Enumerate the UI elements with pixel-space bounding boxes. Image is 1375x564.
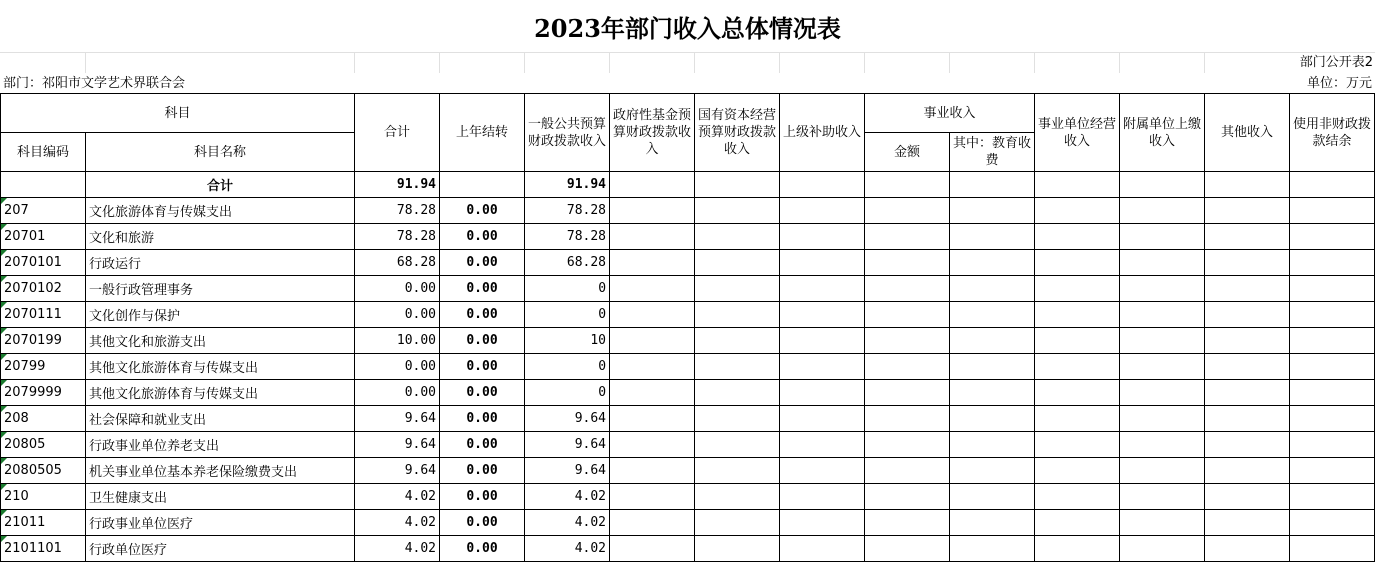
total-value: 9.64: [355, 432, 440, 458]
empty-cell: [1120, 406, 1205, 432]
carryover-value: 0.00: [440, 380, 525, 406]
carryover-value: 0.00: [440, 458, 525, 484]
empty-cell: [1035, 354, 1120, 380]
subject-code-cell: [1, 302, 86, 328]
empty-cell: [695, 406, 780, 432]
empty-cell: [695, 198, 780, 224]
empty-cell: [1290, 536, 1375, 562]
subject-code-cell: [1, 198, 86, 224]
table-row: [1, 510, 1375, 536]
empty-cell: [865, 484, 950, 510]
empty-cell: [1205, 250, 1290, 276]
table-row: [1, 224, 1375, 250]
general-budget-value: 0: [525, 354, 610, 380]
total-row: [1, 172, 1375, 198]
empty-cell: [695, 432, 780, 458]
empty-cell: [695, 276, 780, 302]
empty-cell: [780, 328, 865, 354]
subject-name: 行政事业单位养老支出: [86, 432, 355, 458]
total-value: 0.00: [355, 380, 440, 406]
grid-cell: [0, 53, 86, 73]
subject-code: 21011: [4, 515, 46, 530]
subject-name: 文化旅游体育与传媒支出: [86, 198, 355, 224]
empty-cell: [780, 458, 865, 484]
header-general-budget: 一般公共预算财政拨款收入: [525, 94, 610, 172]
empty-cell: [865, 510, 950, 536]
subject-name: 一般行政管理事务: [86, 276, 355, 302]
general-budget-value: 0: [525, 276, 610, 302]
subject-name: 卫生健康支出: [86, 484, 355, 510]
empty-cell: [1205, 406, 1290, 432]
carryover-value: 0.00: [440, 354, 525, 380]
carryover-value: 0.00: [440, 276, 525, 302]
empty-cell: [1290, 484, 1375, 510]
subject-code-cell: [1, 432, 86, 458]
subject-code: 20799: [4, 359, 46, 374]
empty-cell: [950, 510, 1035, 536]
grid-cell: [1035, 53, 1120, 73]
empty-cell: [695, 224, 780, 250]
empty-cell: [610, 380, 695, 406]
empty-cell: [865, 536, 950, 562]
empty-cell: [1205, 354, 1290, 380]
empty-cell: [1290, 224, 1375, 250]
empty-cell: [1120, 250, 1205, 276]
empty-cell: [780, 432, 865, 458]
total-value: 10.00: [355, 328, 440, 354]
empty-cell: [695, 380, 780, 406]
empty-cell: [950, 302, 1035, 328]
empty-cell: [1035, 536, 1120, 562]
header-subject-code: 科目编码: [1, 133, 86, 172]
empty-cell: [1290, 406, 1375, 432]
cell-marker-icon: [1, 198, 7, 204]
empty-cell: [950, 432, 1035, 458]
general-budget-value: 4.02: [525, 536, 610, 562]
grid-cell: [695, 53, 780, 73]
subject-code: 2079999: [4, 385, 62, 400]
empty-cell: [1035, 458, 1120, 484]
subject-code: 2080505: [4, 463, 62, 478]
total-carryover: [440, 172, 525, 198]
empty-cell: [780, 510, 865, 536]
empty-cell: [610, 354, 695, 380]
empty-cell: [950, 276, 1035, 302]
grid-cell: [440, 53, 525, 73]
carryover-value: 0.00: [440, 484, 525, 510]
grid-cell: [86, 53, 355, 73]
subject-code-cell: [1, 458, 86, 484]
cell-marker-icon: [1, 510, 7, 516]
general-budget-value: 9.64: [525, 406, 610, 432]
subject-code-cell: [1, 380, 86, 406]
subject-name: 机关事业单位基本养老保险缴费支出: [86, 458, 355, 484]
empty-cell: [1205, 380, 1290, 406]
empty-cell: [1120, 328, 1205, 354]
empty-cell: [695, 536, 780, 562]
empty-cell: [865, 354, 950, 380]
empty-cell: [1035, 172, 1120, 198]
subject-code: 2070199: [4, 333, 62, 348]
empty-cell: [950, 536, 1035, 562]
cell-marker-icon: [1, 380, 7, 386]
table-row: [1, 432, 1375, 458]
header-amount: 金额: [865, 133, 950, 172]
empty-cell: [780, 276, 865, 302]
subject-code: 2101101: [4, 541, 62, 556]
empty-cell: [695, 302, 780, 328]
empty-cell: [865, 198, 950, 224]
empty-cell: [1205, 536, 1290, 562]
table-row: [1, 380, 1375, 406]
subject-code-cell: [1, 406, 86, 432]
empty-cell: [865, 276, 950, 302]
grid-cell: [865, 53, 950, 73]
header-subject-name: 科目名称: [86, 133, 355, 172]
empty-cell: [865, 380, 950, 406]
total-value: 68.28: [355, 250, 440, 276]
total-general: 91.94: [525, 172, 610, 198]
carryover-value: 0.00: [440, 510, 525, 536]
subject-code: 20805: [4, 437, 46, 452]
subject-name: 其他文化旅游体育与传媒支出: [86, 380, 355, 406]
general-budget-value: 68.28: [525, 250, 610, 276]
empty-cell: [695, 458, 780, 484]
empty-cell: [1035, 380, 1120, 406]
empty-cell: [865, 224, 950, 250]
subject-name: 文化创作与保护: [86, 302, 355, 328]
total-value: 4.02: [355, 510, 440, 536]
empty-cell: [780, 302, 865, 328]
general-budget-value: 78.28: [525, 198, 610, 224]
subject-code-cell: [1, 484, 86, 510]
empty-cell: [1120, 432, 1205, 458]
cell-marker-icon: [1, 484, 7, 490]
empty-cell: [950, 250, 1035, 276]
subject-code-cell: [1, 536, 86, 562]
carryover-value: 0.00: [440, 198, 525, 224]
total-value: 0.00: [355, 276, 440, 302]
unit-label: 单位：万元: [1306, 76, 1372, 91]
header-business-income: 事业收入: [865, 94, 1035, 133]
cell-marker-icon: [1, 276, 7, 282]
empty-cell: [950, 224, 1035, 250]
grid-cell: [1120, 53, 1205, 73]
empty-cell: [1290, 328, 1375, 354]
empty-cell: [610, 224, 695, 250]
subject-code: 2070111: [4, 307, 62, 322]
cell-marker-icon: [1, 406, 7, 412]
empty-cell: [950, 458, 1035, 484]
empty-cell: [1120, 224, 1205, 250]
empty-cell: [1120, 380, 1205, 406]
header-other: 其他收入: [1205, 94, 1290, 172]
table-row: [1, 458, 1375, 484]
subject-code: 20701: [4, 229, 46, 244]
total-value: 0.00: [355, 354, 440, 380]
empty-cell: [950, 406, 1035, 432]
empty-cell: [1120, 536, 1205, 562]
table-row: [1, 406, 1375, 432]
grid-cell: [355, 53, 440, 73]
cell-marker-icon: [1, 458, 7, 464]
total-value: 4.02: [355, 484, 440, 510]
subject-name: 行政运行: [86, 250, 355, 276]
header-subject: 科目: [1, 94, 355, 133]
empty-cell: [780, 536, 865, 562]
table-row: [1, 536, 1375, 562]
empty-cell: [1290, 276, 1375, 302]
cell-marker-icon: [1, 224, 7, 230]
empty-cell: [1205, 510, 1290, 536]
empty-cell: [1035, 250, 1120, 276]
subject-code: 2070101: [4, 255, 62, 270]
empty-cell: [1120, 172, 1205, 198]
subject-code: 207: [4, 203, 29, 218]
empty-cell: [1205, 328, 1290, 354]
grid-cell: [950, 53, 1035, 73]
header-unit-operation: 事业单位经营收入: [1035, 94, 1120, 172]
empty-cell: [865, 250, 950, 276]
empty-cell: [1205, 302, 1290, 328]
header-state-capital: 国有资本经营预算财政拨款收入: [695, 94, 780, 172]
empty-cell: [695, 354, 780, 380]
table-row: [1, 484, 1375, 510]
empty-cell: [950, 328, 1035, 354]
carryover-value: 0.00: [440, 328, 525, 354]
header-total: 合计: [355, 94, 440, 172]
cell-marker-icon: [1, 432, 7, 438]
empty-cell: [1205, 458, 1290, 484]
empty-cell: [1035, 328, 1120, 354]
empty-cell: [865, 302, 950, 328]
subject-code: 210: [4, 489, 29, 504]
empty-cell: [610, 458, 695, 484]
empty-cell: [1290, 510, 1375, 536]
empty-cell: [1035, 198, 1120, 224]
grid-cell: [610, 53, 695, 73]
empty-cell: [1120, 354, 1205, 380]
carryover-value: 0.00: [440, 302, 525, 328]
total-value: 9.64: [355, 458, 440, 484]
empty-cell: [1120, 276, 1205, 302]
empty-cell: [865, 458, 950, 484]
empty-cell: [610, 406, 695, 432]
empty-cell: [1290, 302, 1375, 328]
table-row: [1, 328, 1375, 354]
empty-cell: [610, 536, 695, 562]
empty-cell: [865, 432, 950, 458]
cell-marker-icon: [1, 250, 7, 256]
header-superior-subsidy: 上级补助收入: [780, 94, 865, 172]
carryover-value: 0.00: [440, 250, 525, 276]
empty-cell: [1120, 198, 1205, 224]
carryover-value: 0.00: [440, 536, 525, 562]
header-affiliated: 附属单位上缴收入: [1120, 94, 1205, 172]
report-title: 2023年部门收入总体情况表: [0, 0, 1375, 53]
total-code-cell: [1, 172, 86, 198]
empty-cell: [950, 354, 1035, 380]
cell-marker-icon: [1, 354, 7, 360]
empty-cell: [865, 172, 950, 198]
total-label: 合计: [86, 172, 355, 198]
subject-code-cell: [1, 354, 86, 380]
empty-cell: [695, 510, 780, 536]
subject-name: 文化和旅游: [86, 224, 355, 250]
table-row: [1, 276, 1375, 302]
empty-cell: [610, 198, 695, 224]
empty-cell: [610, 250, 695, 276]
subject-name: 行政单位医疗: [86, 536, 355, 562]
total-value: 0.00: [355, 302, 440, 328]
header-education-fee: 其中：教育收费: [950, 133, 1035, 172]
subject-code: 208: [4, 411, 29, 426]
general-budget-value: 78.28: [525, 224, 610, 250]
empty-cell: [695, 250, 780, 276]
subject-code-cell: [1, 510, 86, 536]
empty-cell: [1035, 224, 1120, 250]
general-budget-value: 0: [525, 380, 610, 406]
subject-code-cell: [1, 224, 86, 250]
header-non-fiscal-balance: 使用非财政拨款结余: [1290, 94, 1375, 172]
empty-cell: [1205, 432, 1290, 458]
empty-cell: [865, 406, 950, 432]
subject-code-cell: [1, 328, 86, 354]
general-budget-value: 0: [525, 302, 610, 328]
general-budget-value: 4.02: [525, 510, 610, 536]
department-label: 部门：祁阳市文学艺术界联合会: [3, 76, 186, 91]
header-gov-fund: 政府性基金预算财政拨款收入: [610, 94, 695, 172]
grid-cell: [780, 53, 865, 73]
subject-name: 其他文化和旅游支出: [86, 328, 355, 354]
table-row: [1, 302, 1375, 328]
empty-cell: [780, 406, 865, 432]
empty-cell: [1290, 458, 1375, 484]
empty-cell: [610, 328, 695, 354]
empty-cell: [610, 432, 695, 458]
total-amount: 91.94: [355, 172, 440, 198]
general-budget-value: 9.64: [525, 432, 610, 458]
income-table: [0, 93, 1375, 562]
subject-code: 2070102: [4, 281, 62, 296]
cell-marker-icon: [1, 328, 7, 334]
empty-cell: [1290, 432, 1375, 458]
grid-cell: [525, 53, 610, 73]
total-value: 78.28: [355, 198, 440, 224]
total-value: 78.28: [355, 224, 440, 250]
empty-cell: [1035, 432, 1120, 458]
empty-cell: [780, 354, 865, 380]
empty-cell: [695, 484, 780, 510]
carryover-value: 0.00: [440, 432, 525, 458]
empty-cell: [780, 172, 865, 198]
general-budget-value: 9.64: [525, 458, 610, 484]
table-row: [1, 250, 1375, 276]
empty-cell: [1035, 406, 1120, 432]
empty-cell: [1120, 484, 1205, 510]
empty-cell: [1120, 510, 1205, 536]
cell-marker-icon: [1, 536, 7, 542]
empty-cell: [1120, 302, 1205, 328]
carryover-value: 0.00: [440, 224, 525, 250]
empty-cell: [1205, 276, 1290, 302]
empty-cell: [1205, 172, 1290, 198]
empty-cell: [1035, 484, 1120, 510]
empty-cell: [1290, 198, 1375, 224]
general-budget-value: 4.02: [525, 484, 610, 510]
total-value: 4.02: [355, 536, 440, 562]
empty-cell: [950, 380, 1035, 406]
data-rows: [1, 198, 1375, 562]
empty-cell: [1205, 198, 1290, 224]
form-number: 部门公开表2: [1299, 55, 1373, 70]
carryover-value: 0.00: [440, 406, 525, 432]
empty-cell: [950, 484, 1035, 510]
empty-cell: [1205, 224, 1290, 250]
empty-cell: [780, 380, 865, 406]
cell-marker-icon: [1, 302, 7, 308]
subject-code-cell: [1, 276, 86, 302]
header-carryover: 上年结转: [440, 94, 525, 172]
table-row: [1, 354, 1375, 380]
empty-cell: [610, 172, 695, 198]
empty-cell: [1290, 354, 1375, 380]
general-budget-value: 10: [525, 328, 610, 354]
empty-cell: [1290, 172, 1375, 198]
empty-cell: [1205, 484, 1290, 510]
total-value: 9.64: [355, 406, 440, 432]
empty-cell: [695, 328, 780, 354]
subject-name: 行政事业单位医疗: [86, 510, 355, 536]
empty-cell: [780, 224, 865, 250]
empty-cell: [610, 510, 695, 536]
empty-cell: [1035, 276, 1120, 302]
subject-code-cell: [1, 250, 86, 276]
empty-cell: [950, 198, 1035, 224]
subject-name: 社会保障和就业支出: [86, 406, 355, 432]
spreadsheet-blank-row: [0, 53, 1375, 73]
empty-cell: [1035, 302, 1120, 328]
empty-cell: [610, 276, 695, 302]
empty-cell: [610, 302, 695, 328]
empty-cell: [780, 250, 865, 276]
empty-cell: [1120, 458, 1205, 484]
empty-cell: [1290, 250, 1375, 276]
empty-cell: [780, 198, 865, 224]
empty-cell: [780, 484, 865, 510]
empty-cell: [610, 484, 695, 510]
empty-cell: [865, 328, 950, 354]
table-row: [1, 198, 1375, 224]
empty-cell: [1035, 510, 1120, 536]
empty-cell: [950, 172, 1035, 198]
subject-name: 其他文化旅游体育与传媒支出: [86, 354, 355, 380]
empty-cell: [1290, 380, 1375, 406]
empty-cell: [695, 172, 780, 198]
